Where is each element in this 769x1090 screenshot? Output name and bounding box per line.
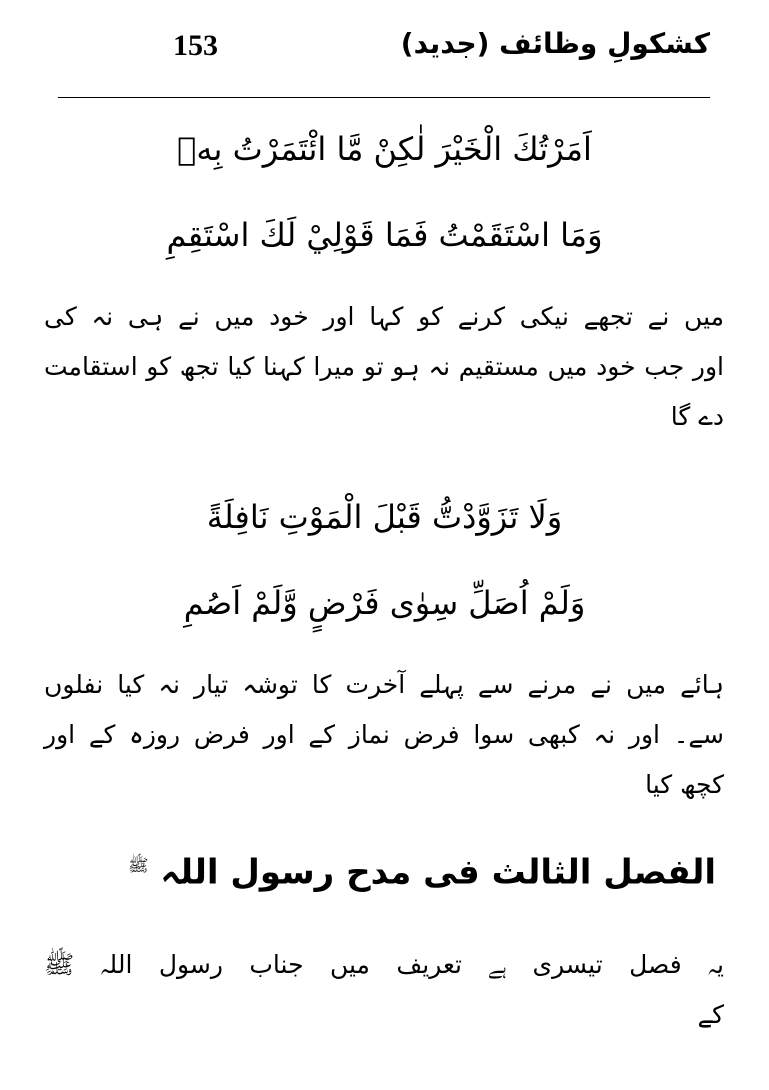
verse-1-line-2: وَمَا اسْتَقَمْتُ فَمَا قَوْلِيْ لَكَ اسْتَقِمِ	[166, 216, 603, 254]
honorific-mark: ﷺ	[127, 856, 149, 876]
chapter-heading-text: الفصل الثالث فی مدح رسول اللہ	[160, 852, 716, 893]
page-header	[60, 22, 710, 72]
page-number: 153	[173, 29, 218, 62]
translation-2-line-1: ہائے میں نے مرنے سے پہلے آخرت کا توشہ تیار نہ کیا نفلوں	[44, 670, 724, 699]
translation-1	[44, 292, 724, 442]
verse-2-line-1: وَلَا تَزَوَّدْتُّ قَبْلَ الْمَوْتِ نَافِلَةً	[206, 498, 563, 536]
verse-1-line-1: اَمَرْتُكَ الْخَيْرَ لٰكِنْ مَّا ائْتَمَرْتُ بِهٖ	[177, 130, 592, 168]
book-title: کشکولِ وظائف (جدید)	[400, 27, 710, 60]
chapter-description	[44, 940, 724, 1040]
chapter-heading	[40, 838, 716, 900]
header-divider	[58, 97, 710, 98]
chapter-description-line-1: یہ فصل تیسری ہے تعریف میں جناب رسول اللہ ﷺ	[44, 950, 724, 979]
chapter-description-line-2: کے	[697, 1000, 724, 1029]
translation-1-line-3: دے گا	[670, 402, 724, 431]
translation-2-line-2: سے۔ اور نہ کبھی سوا فرض نماز کے اور فرض روزہ کے اور	[44, 720, 724, 749]
translation-1-line-1: میں نے تجھے نیکی کرنے کو کہا اور خود میں نے ہی نہ کی	[44, 302, 724, 331]
translation-1-line-2: اور جب خود میں مستقیم نہ ہو تو میرا کہنا کیا تجھ کو استقامت	[44, 352, 724, 381]
translation-2-line-3: کچھ کیا	[645, 770, 724, 799]
verse-2-line-2: وَلَمْ اُصَلِّ سِوٰى فَرْضٍ وَّلَمْ اَصُمِ	[183, 584, 586, 622]
translation-2	[44, 660, 724, 810]
